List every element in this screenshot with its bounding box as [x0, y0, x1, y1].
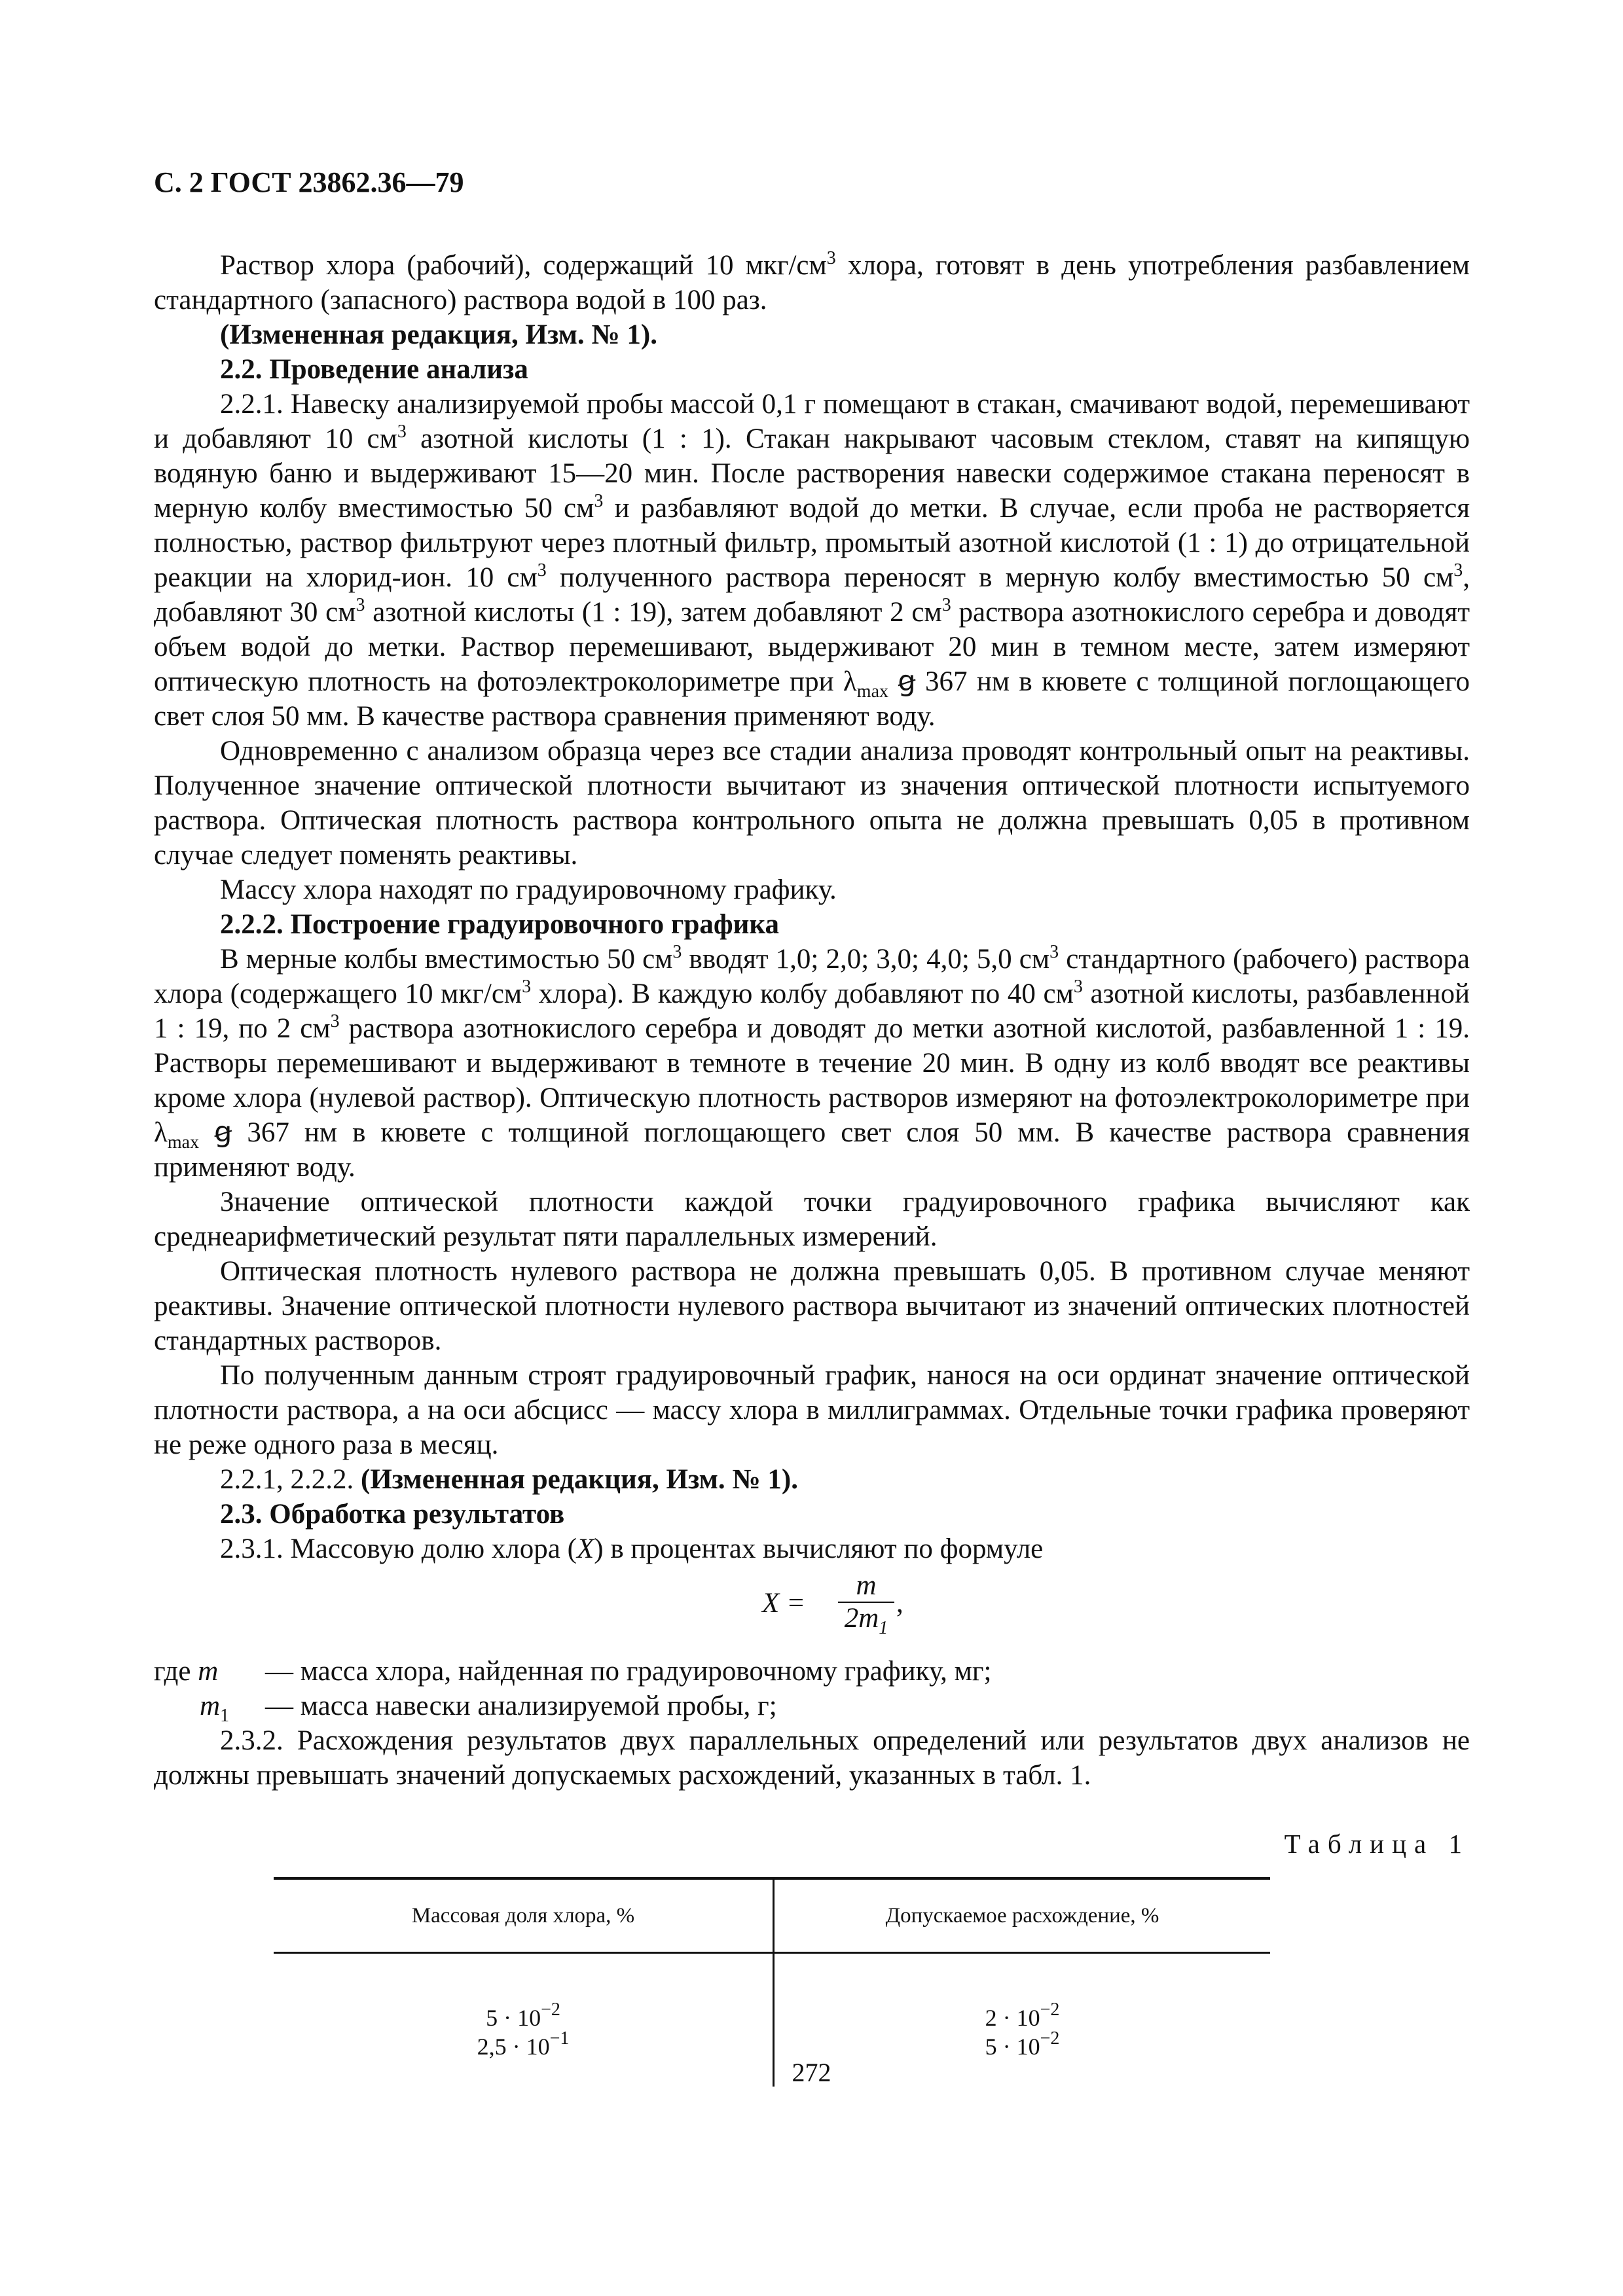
paragraph-zero-solution: Оптическая плотность нулевого раствора не должна превышать 0,05. В противном случае меняют реактивы. Значение оптической плотности нулевого раствора вычитают из значений оптических плотностей стандартных растворов.: [154, 1256, 1470, 1356]
section-heading: 2.2.2. Построение градуировочного графика: [220, 909, 780, 940]
formula-fraction: [838, 1570, 894, 1638]
paragraph-working-solution: Раствор хлора (рабочий), содержащий 10 мкг/$см^3$ хлора, готовят в день употребления разбавлением стандартного (запасного) раствора водой в 100 раз.: [154, 248, 1470, 315]
amendment-note: (Измененная редакция, Изм. № 1).: [220, 319, 657, 350]
variable-definition: $m_1$ — масса навески анализируемой пробы, г;: [200, 1691, 777, 1726]
variable-definition: где m — масса хлора, найденная по градуировочному графику, мг;: [154, 1656, 992, 1687]
tolerance-table: [274, 1877, 1270, 2087]
paragraph-control-test: Одновременно с анализом образца через все стадии анализа проводят контрольный опыт на реактивы. Полученное значение оптической плотности вычитают из значения оптической плотности испытуемого раствора. Оптическая плотность раствора контрольного опыта не должна превышать 0,05 в противном случае следует поменять реактивы.: [154, 736, 1470, 870]
paragraph-2-3-2: 2.3.2. Расхождения результатов двух параллельных определений или результатов двух анализов не должны превышать значений допускаемых расхождений, указанных в табл. 1.: [154, 1725, 1470, 1791]
section-heading: 2.2. Проведение анализа: [220, 354, 528, 385]
paragraph-plot: По полученным данным строят градуировочный график, нанося на оси ординат значение оптической плотности раствора, а на оси абсцисс — массу хлора в миллиграммах. Отдельные точки графика проверяют не реже одного раза в месяц.: [154, 1360, 1470, 1460]
table-cell: $5 \cdot 10^{-2}$ $2,5 \cdot 10^{-1}$: [274, 1953, 774, 2087]
page-number: 272: [792, 2058, 831, 2087]
table-cell: $2 \cdot 10^{-2}$ $5 \cdot 10^{-2}$: [985, 2000, 1060, 2060]
table-header-cell: Массовая доля хлора, %: [274, 1878, 774, 1953]
formula-numerator: m: [856, 1570, 877, 1601]
paragraph-mass: Массу хлора находят по градуировочному графику.: [220, 874, 837, 905]
paragraph-2-3-1: 2.3.1. Массовую долю хлора (X) в процентах вычисляют по формуле: [220, 1534, 1044, 1564]
formula-lhs: X =: [762, 1588, 806, 1619]
formula-comma: ,: [896, 1588, 903, 1619]
section-heading: 2.3. Обработка результатов: [220, 1499, 565, 1530]
page-header: С. 2 ГОСТ 23862.36—79: [154, 166, 464, 198]
formula-denominator: $2m_1$: [844, 1603, 888, 1638]
amendment-note: 2.2.1, 2.2.2. (Измененная редакция, Изм. № 1).: [220, 1464, 798, 1495]
formula: [154, 1571, 1470, 1654]
paragraph-2-2-1: 2.2.1. Навеску анализируемой пробы массой 0,1 г помещают в стакан, смачивают водой, перемешивают и добавляют 10 $см^3$ азотной кислоты (1 : 1). Стакан накрывают часовым стеклом, ставят на кипящую водяную баню и выдерживают 15—20 мин. После растворения навески содержимое стакана переносят в мерную колбу вместимостью 50 $см^3$ и разбавляют водой до метки. В случае, если проба не растворяется полностью, раствор фильтруют через плотный фильтр, промытый азотной кислотой (1 : 1) до отрицательной реакции на хлорид-ион. 10 $см^3$ полученного раствора переносят в мерную колбу вместимостью 50 $см^3$, добавляют 30 $см^3$ азотной кислоты (1 : 19), затем добавляют 2 $см^3$ раствора азотнокислого серебра и доводят объем водой до метки. Раствор перемешивают, выдерживают 20 мин в темном месте, затем измеряют оптическую плотность на фотоэлектроколориметре при $\lambda_{max}$ ꞡ 367 нм в кювете с толщиной поглощающего свет слоя 50 мм. В качестве раствора сравнения применяют воду.: [154, 389, 1470, 732]
paragraph-value: Значение оптической плотности каждой точки градуировочного графика вычисляют как среднеарифметический результат пяти параллельных измерений.: [154, 1187, 1470, 1252]
table-caption: Таблица 1: [1284, 1829, 1470, 1859]
table-header-row: [274, 1878, 1270, 1953]
table-header-cell: Допускаемое расхождение, %: [774, 1878, 1271, 1953]
paragraph-2-2-2: В мерные колбы вместимостью 50 $см^3$ вводят 1,0; 2,0; 3,0; 4,0; 5,0 $см^3$ стандартного (рабочего) раствора хлора (содержащего 10 мкг/$см^3$ хлора). В каждую колбу добавляют по 40 $см^3$ азотной кислоты, разбавленной 1 : 19, по 2 $см^3$ раствора азотнокислого серебра и доводят до метки азотной кислотой, разбавленной 1 : 19. Растворы перемешивают и выдерживают в темноте в течение 20 мин. В одну из колб вводят все реактивы кроме хлора (нулевой раствор). Оптическую плотность растворов измеряют на фотоэлектроколориметре при $\lambda_{max}$ ꞡ 367 нм в кювете с толщиной поглощающего свет слоя 50 мм. В качестве раствора сравнения применяют воду.: [154, 942, 1470, 1183]
document-page: [154, 165, 1470, 2087]
